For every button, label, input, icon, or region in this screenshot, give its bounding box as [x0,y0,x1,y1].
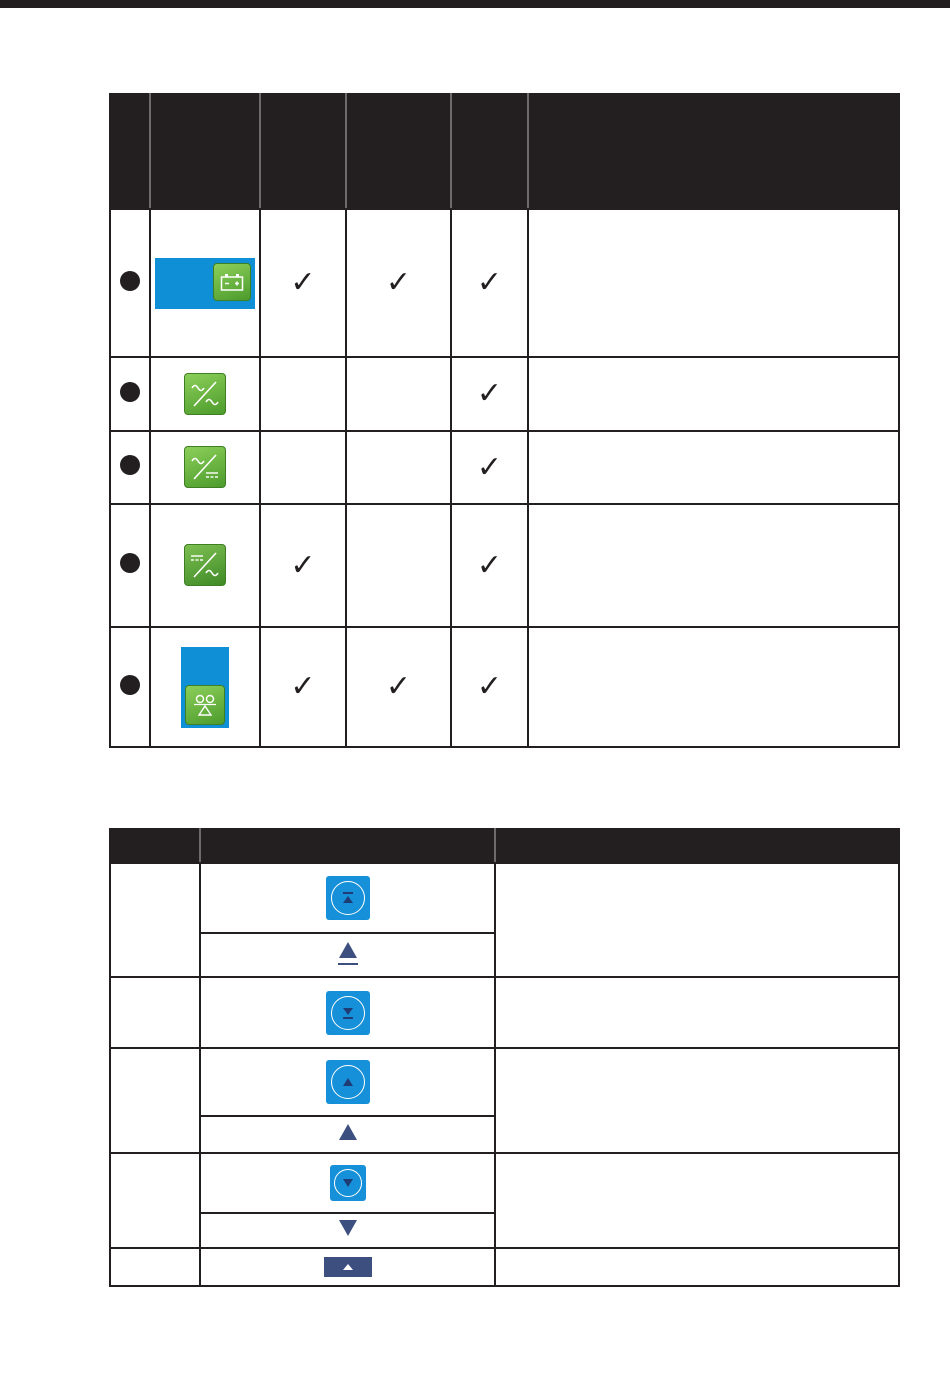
top-rule [0,0,950,8]
check-icon: ✓ [290,265,316,300]
scroll-up-button[interactable] [326,1060,370,1104]
description-cell [528,627,899,747]
keys-table-header [110,829,899,863]
table-row [110,977,899,1048]
check-icon: ✓ [385,265,412,300]
bullet-dot [120,675,140,695]
check-icon: ✓ [290,547,316,583]
bullet-dot [120,271,140,291]
ac-dc-rectifier-icon [184,446,226,488]
down-indicator-icon [337,1218,359,1238]
scroll-top-button[interactable] [326,876,370,920]
scroll-top-icon [341,891,355,905]
up-arrow-icon [342,1263,354,1271]
up-indicator-icon [337,1122,359,1142]
header-cell [528,94,899,209]
description-cell [495,977,899,1048]
scroll-bottom-button[interactable] [326,991,370,1035]
header-cell [260,94,346,209]
load-indicator-block [181,647,229,728]
header-cell [200,829,495,863]
description-cell [495,863,899,977]
description-cell [495,1153,899,1248]
dc-ac-inverter-icon [184,544,226,586]
check-icon: ✓ [476,265,503,300]
scroll-top-indicator-icon [337,939,359,967]
description-cell [495,1048,899,1153]
check-icon: ✓ [385,669,412,704]
page-up-bar-button[interactable] [324,1257,372,1277]
ac-ac-converter-icon [184,373,226,415]
status-table-header [110,94,899,209]
keys-table [109,828,900,1287]
battery-icon [213,263,251,301]
bullet-dot [120,455,140,475]
header-cell [346,94,451,209]
check-icon: ✓ [476,669,503,704]
header-cell [495,829,899,863]
load-icon [185,685,225,725]
table-row [110,627,899,747]
description-cell [528,431,899,504]
table-row [110,1248,899,1286]
check-icon: ✓ [290,669,316,704]
check-icon: ✓ [476,376,503,411]
bullet-dot [120,382,140,402]
battery-indicator-block [155,258,255,309]
header-cell [451,94,528,209]
check-icon: ✓ [476,547,503,583]
status-table [109,93,900,748]
header-cell [110,829,200,863]
down-arrow-icon [342,1178,354,1188]
table-row [110,1048,899,1116]
scroll-bottom-icon [341,1006,355,1020]
up-arrow-icon [342,1077,354,1087]
header-cell [150,94,260,209]
table-row [110,863,899,933]
bullet-dot [120,553,140,573]
table-row [110,209,899,357]
description-cell [528,357,899,431]
description-cell [528,209,899,357]
header-cell [110,94,150,209]
scroll-down-button[interactable] [330,1165,366,1201]
description-cell [528,504,899,627]
table-row [110,431,899,504]
table-row [110,504,899,627]
table-row [110,1153,899,1213]
description-cell [495,1248,899,1286]
check-icon: ✓ [476,449,503,485]
table-row [110,357,899,431]
